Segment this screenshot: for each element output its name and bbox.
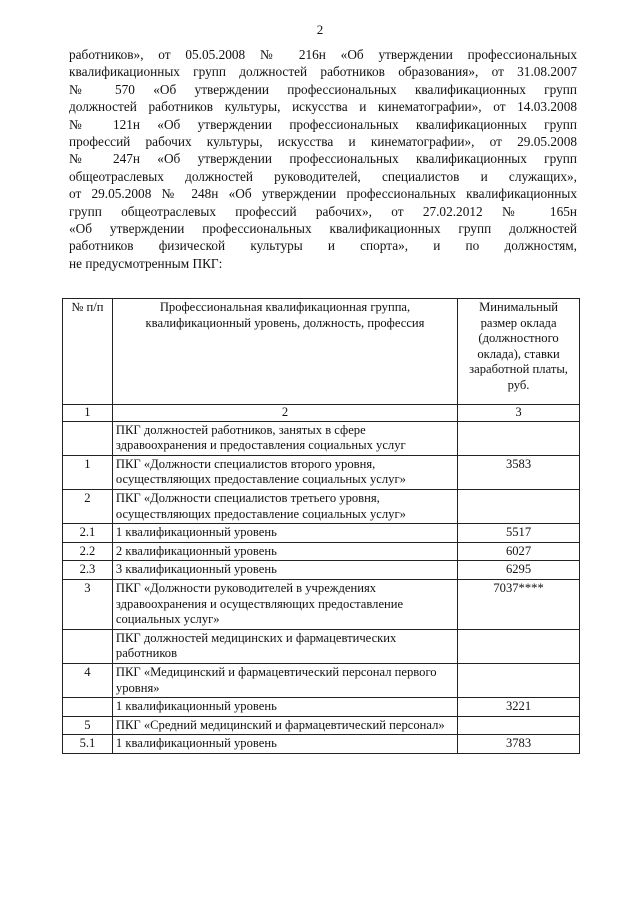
- row-group-name: 1 квалификационный уровень: [112, 698, 457, 717]
- row-group-name: ПКГ «Медицинский и фармацевтический персонал первого уровня»: [112, 663, 457, 697]
- intro-line: должностей работников культуры, искусства и кинематографии», от 14.03.2008: [69, 99, 577, 115]
- column-number: 3: [458, 405, 580, 422]
- row-number: 2.3: [63, 561, 113, 580]
- header-number: № п/п: [63, 299, 113, 405]
- column-numbers-row: [63, 405, 580, 422]
- table-row: [63, 698, 580, 717]
- row-min-salary: [458, 421, 580, 455]
- intro-line: № 570 «Об утверждении профессиональных квалификационных групп: [69, 81, 577, 97]
- row-min-salary: 6295: [458, 561, 580, 580]
- row-group-name: 1 квалификационный уровень: [112, 524, 457, 543]
- row-number: 5: [63, 716, 113, 735]
- row-min-salary: 3783: [458, 735, 580, 754]
- row-number: 3: [63, 579, 113, 629]
- intro-line: от 29.05.2008 № 248н «Об утверждении профессиональных квалификационных: [69, 186, 577, 202]
- intro-line: № 247н «Об утверждении профессиональных квалификационных групп: [69, 151, 577, 167]
- row-group-name: 1 квалификационный уровень: [112, 735, 457, 754]
- row-number: [63, 629, 113, 663]
- table-row: [63, 455, 580, 489]
- row-number: 5.1: [63, 735, 113, 754]
- row-group-name: ПКГ «Должности специалистов второго уровня, осуществляющих предоставление социальных услуг»: [112, 455, 457, 489]
- row-number: 2: [63, 489, 113, 523]
- table-row: [63, 542, 580, 561]
- table-row: [63, 421, 580, 455]
- intro-line: общеотраслевых должностей руководителей, специалистов и служащих»,: [69, 168, 577, 184]
- row-group-name: ПКГ «Должности руководителей в учреждениях здравоохранения и осуществляющих предоставление социальных услуг»: [112, 579, 457, 629]
- row-number: [63, 421, 113, 455]
- table-row: [63, 735, 580, 754]
- table-row: [63, 524, 580, 543]
- table-row: [63, 489, 580, 523]
- intro-line: квалификационных групп должностей работников образования», от 31.08.2007: [69, 64, 577, 80]
- intro-line: групп общеотраслевых профессий рабочих», от 27.02.2012 № 165н: [69, 203, 577, 219]
- salary-table: [62, 298, 580, 754]
- row-min-salary: 5517: [458, 524, 580, 543]
- page-number: 2: [316, 22, 324, 37]
- intro-line: профессий рабочих культуры, искусства и кинематографии», от 29.05.2008: [69, 134, 577, 150]
- row-min-salary: [458, 716, 580, 735]
- column-number: 1: [63, 405, 113, 422]
- row-number: 2.1: [63, 524, 113, 543]
- intro-line: «Об утверждении профессиональных квалификационных групп должностей: [69, 221, 577, 237]
- row-min-salary: [458, 489, 580, 523]
- intro-line: работников физической культуры и спорта», и по должностям,: [69, 238, 577, 254]
- row-min-salary: [458, 629, 580, 663]
- row-number: 4: [63, 663, 113, 697]
- table-row: [63, 579, 580, 629]
- table-row: [63, 561, 580, 580]
- intro-line: № 121н «Об утверждении профессиональных квалификационных групп: [69, 116, 577, 132]
- row-group-name: 3 квалификационный уровень: [112, 561, 457, 580]
- row-min-salary: 6027: [458, 542, 580, 561]
- row-number: 2.2: [63, 542, 113, 561]
- column-number: 2: [112, 405, 457, 422]
- row-group-name: 2 квалификационный уровень: [112, 542, 457, 561]
- intro-paragraph: [69, 46, 577, 272]
- intro-line: не предусмотренным ПКГ:: [69, 255, 223, 271]
- row-number: [63, 698, 113, 717]
- intro-line: работников», от 05.05.2008 № 216н «Об утверждении профессиональных: [69, 47, 577, 62]
- row-min-salary: [458, 663, 580, 697]
- row-min-salary: 3583: [458, 455, 580, 489]
- table-row: [63, 629, 580, 663]
- table-header-row: [63, 299, 580, 405]
- row-group-name: ПКГ «Средний медицинский и фармацевтический персонал»: [112, 716, 457, 735]
- row-min-salary: 7037****: [458, 579, 580, 629]
- row-number: 1: [63, 455, 113, 489]
- row-group-name: ПКГ «Должности специалистов третьего уровня, осуществляющих предоставление социальных услуг»: [112, 489, 457, 523]
- row-min-salary: 3221: [458, 698, 580, 717]
- table-row: [63, 663, 580, 697]
- table-row: [63, 716, 580, 735]
- row-group-name: ПКГ должностей работников, занятых в сфере здравоохранения и предоставления социальных услуг: [112, 421, 457, 455]
- header-min-salary: Минимальный размер оклада (должностного оклада), ставки заработной платы, руб.: [458, 299, 580, 405]
- header-group-name: Профессиональная квалификационная группа, квалификационный уровень, должность, профессия: [112, 299, 457, 405]
- row-group-name: ПКГ должностей медицинских и фармацевтических работников: [112, 629, 457, 663]
